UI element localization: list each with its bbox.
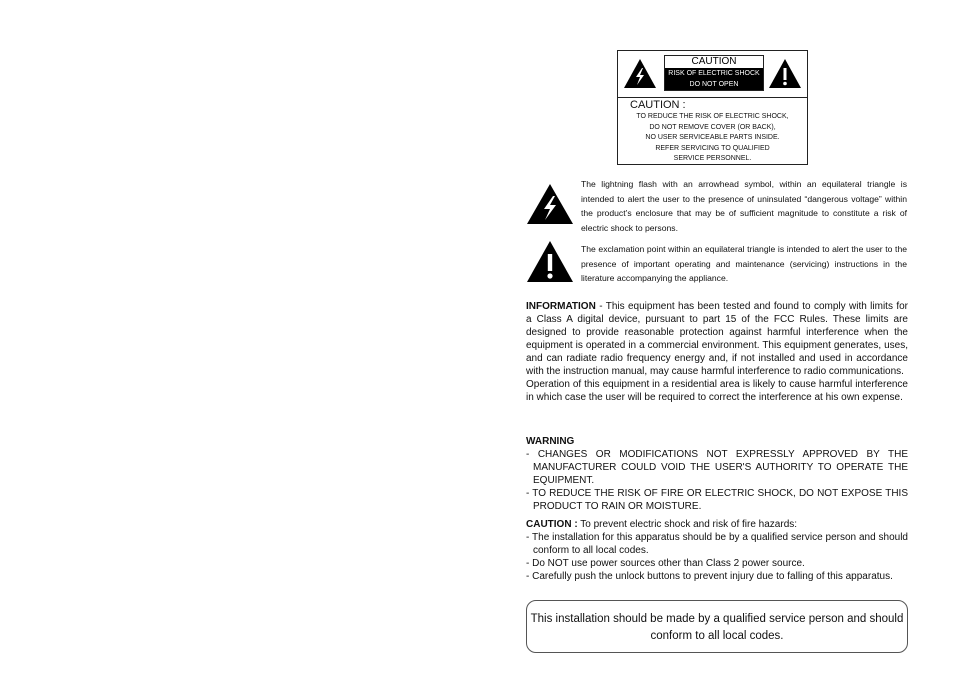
caution-intro: To prevent electric shock and risk of fire hazards: [577,519,798,530]
installation-notice-box: This installation should be made by a qualified service person and should conform to all local codes. [526,600,908,653]
exclamation-symbol-icon [526,240,574,283]
warning-item: - CHANGES OR MODIFICATIONS NOT EXPRESSLY APPROVED BY THE MANUFACTURER COULD VOID THE USER'S AUTHORITY TO OPERATE THE EQUIPMENT. [526,449,908,486]
information-label: INFORMATION [526,301,596,312]
caution-label-line: NO USER SERVICEABLE PARTS INSIDE. [645,134,780,141]
caution-label-line: DO NOT REMOVE COVER (OR BACK), [649,123,776,131]
information-section [526,300,908,404]
caution-intro-line [526,518,908,531]
warning-item: - TO REDUCE THE RISK OF FIRE OR ELECTRIC SHOCK, DO NOT EXPOSE THIS PRODUCT TO RAIN OR MOISTURE. [526,488,908,512]
information-paragraph-2: Operation of this equipment in a residential area is likely to cause harmful interference in which case the user will be required to correct the interference at his own expense. [526,379,908,403]
caution-label-caption: CAUTION [665,56,763,68]
warning-heading: WARNING [526,436,575,447]
caution-item: - The installation for this apparatus should be by a qualified service person and should conform to all local codes. [526,532,908,556]
caution-item: - Carefully push the unlock buttons to prevent injury due to falling of this apparatus. [526,571,893,582]
information-text: - This equipment has been tested and found to comply with limits for a Class A digital device, pursuant to part 15 of the FCC Rules. These limits are designed to provide reasonable protection against harmful interference when the equipment is operated in a commercial environment. This equipment generates, uses, and can radiate radio frequency energy and, if not installed and used in accordance with the instruction manual, may cause harmful interference to radio communications. [526,301,908,377]
caution-label-header [618,51,807,98]
exclamation-symbol-description: The exclamation point within an equilateral triangle is intended to alert the user to the presence of important operating and maintenance (servicing) instructions in the literature accompanying the appliance. [581,244,907,283]
information-paragraph [526,300,908,378]
caution-section [526,518,908,583]
warning-section [526,435,908,513]
lightning-symbol-description: The lightning flash with an arrowhead symbol, within an equilateral triangle is intended to alert the user to the presence of uninsulated “dangerous voltage” within the product’s enclosure that may be of sufficient magnitude to constitute a risk of electric shock to persons. [581,179,907,233]
caution-label-line: SERVICE PERSONNEL. [673,155,752,162]
caution-label [617,50,808,165]
caution-label-line: TO REDUCE THE RISK OF ELECTRIC SHOCK, [636,113,789,120]
caution-label-lines [618,112,807,165]
caution-label-line: REFER SERVICING TO QUALIFIED [655,144,770,152]
caution-label-text: CAUTION : [526,519,578,530]
caution-label-heading: CAUTION : [630,99,686,111]
risk-line-1: RISK OF ELECTRIC SHOCK [668,70,760,77]
lightning-warning-icon [623,58,657,89]
exclamation-warning-icon [768,58,802,89]
caution-label-risk [665,68,763,90]
caution-item: - Do NOT use power sources other than Class 2 power source. [526,558,805,569]
lightning-symbol-icon [526,183,574,225]
caution-label-center [664,55,764,91]
risk-line-2: DO NOT OPEN [689,81,739,88]
